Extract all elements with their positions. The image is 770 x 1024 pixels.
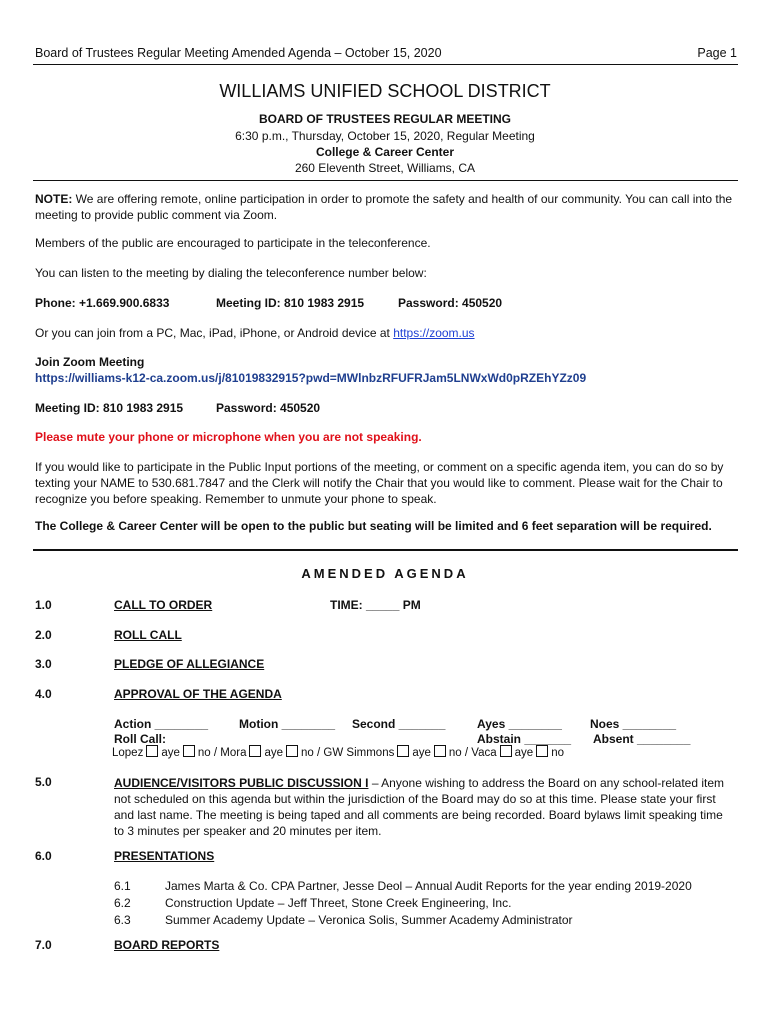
meeting-password: Password: 450520 xyxy=(398,296,503,310)
aye-label: aye xyxy=(412,747,431,759)
aye-checkbox[interactable] xyxy=(249,745,261,757)
no-label: no xyxy=(197,747,211,759)
no-label: no xyxy=(551,747,564,759)
audience-text: – Anyone wishing to address the Board on any school-related item not scheduled on this agenda but within the jurisdiction of the Board may do so at this time. Please state your first and last name. The meeting is being taped and all comments are being recorded. Board bylaws limit speaking time to 3 minutes per speaker and 20 minutes per item. xyxy=(114,776,725,838)
zoom-link[interactable]: https://zoom.us xyxy=(393,326,475,340)
list-text: James Marta & Co. CPA Partner, Jesse Deol – Annual Audit Reports for the year ending 2019-2020 xyxy=(165,879,692,893)
member-votes: Lopez aye no / Mora aye no / GW Simmons aye no / Vaca aye no xyxy=(112,747,564,759)
item-audience-discussion xyxy=(114,775,736,839)
no-checkbox[interactable] xyxy=(286,745,298,757)
member-name: GW Simmons xyxy=(323,747,395,759)
listen-text: You can listen to the meeting by dialing the teleconference number below: xyxy=(35,266,427,280)
audience-label: AUDIENCE/VISITORS PUBLIC DISCUSSION I xyxy=(114,776,369,790)
aye-checkbox[interactable] xyxy=(146,745,158,757)
time-field: TIME: _____ PM xyxy=(330,598,421,612)
item-number: 4.0 xyxy=(35,687,52,701)
list-number: 6.1 xyxy=(114,879,131,893)
section-rule xyxy=(33,549,738,551)
item-approval-agenda: APPROVAL OF THE AGENDA xyxy=(114,687,282,701)
phone-number: Phone: +1.669.900.6833 xyxy=(35,296,170,310)
item-presentations: PRESENTATIONS xyxy=(114,849,215,863)
open-notice: The College & Career Center will be open to the public but seating will be limited and 6 feet separation will be required. xyxy=(35,519,712,533)
zoom-meeting-url[interactable]: https://williams-k12-ca.zoom.us/j/81019832915?pwd=MWlnbzRFUFRJam5LNWxWd0pRZEhYZz09 xyxy=(35,371,587,385)
meeting-address: 260 Eleventh Street, Williams, CA xyxy=(294,161,476,175)
list-item xyxy=(114,895,692,912)
aye-checkbox[interactable] xyxy=(500,745,512,757)
item-pledge: PLEDGE OF ALLEGIANCE xyxy=(114,657,265,671)
meeting-time: 6:30 p.m., Thursday, October 15, 2020, Regular Meeting xyxy=(235,129,535,143)
no-checkbox[interactable] xyxy=(183,745,195,757)
vote-motion: Motion ________ xyxy=(239,717,336,731)
zoom-password: Password: 450520 xyxy=(216,401,321,415)
member-name: Vaca xyxy=(471,747,497,759)
list-text: Construction Update – Jeff Threet, Stone Creek Engineering, Inc. xyxy=(165,896,512,910)
item-number: 2.0 xyxy=(35,628,52,642)
list-text: Summer Academy Update – Veronica Solis, Summer Academy Administrator xyxy=(165,913,573,927)
aye-label: aye xyxy=(264,747,284,759)
aye-checkbox[interactable] xyxy=(397,745,409,757)
vote-ayes: Ayes ________ xyxy=(477,717,562,731)
public-input-text: If you would like to participate in the Public Input portions of the meeting, or comment on a specific agenda item, you can do so by texting your NAME to 530.681.7847 and the Clerk will notify the Chair that you would like to comment. Please wait for the Chair to recognize you before speaking. Remember to unmute your phone to speak. xyxy=(35,460,724,506)
item-number: 6.0 xyxy=(35,849,52,863)
item-call-to-order: CALL TO ORDER xyxy=(114,598,213,612)
no-checkbox[interactable] xyxy=(536,745,548,757)
item-number: 5.0 xyxy=(35,775,52,789)
vote-action: Action ________ xyxy=(114,717,209,731)
vote-abstain: Abstain _______ xyxy=(477,732,572,746)
no-checkbox[interactable] xyxy=(434,745,446,757)
list-item xyxy=(114,878,692,895)
item-roll-call: ROLL CALL xyxy=(114,628,182,642)
list-number: 6.2 xyxy=(114,896,131,910)
list-item xyxy=(114,912,692,929)
page-header xyxy=(35,46,737,60)
item-number: 1.0 xyxy=(35,598,52,612)
vote-absent: Absent ________ xyxy=(593,732,691,746)
title-rule xyxy=(33,180,738,181)
join-zoom-label: Join Zoom Meeting xyxy=(35,355,145,369)
encourage-text: Members of the public are encouraged to participate in the teleconference. xyxy=(35,236,431,250)
meeting-venue: College & Career Center xyxy=(315,145,455,159)
vote-noes: Noes ________ xyxy=(590,717,677,731)
meeting-title: BOARD OF TRUSTEES REGULAR MEETING xyxy=(258,112,511,126)
vote-roll-call: Roll Call: xyxy=(114,732,167,746)
join-text: Or you can join from a PC, Mac, iPad, iPhone, or Android device at xyxy=(35,326,394,340)
header-title: Board of Trustees Regular Meeting Amended Agenda – October 15, 2020 xyxy=(35,46,442,60)
agenda-title: AMENDED AGENDA xyxy=(301,566,469,581)
meeting-id: Meeting ID: 810 1983 2915 xyxy=(216,296,365,310)
member-name: Lopez xyxy=(112,747,144,759)
note-label: NOTE: xyxy=(35,192,73,206)
item-number: 7.0 xyxy=(35,938,52,952)
note-paragraph xyxy=(35,191,735,223)
list-number: 6.3 xyxy=(114,913,131,927)
mute-notice: Please mute your phone or microphone when you are not speaking. xyxy=(35,430,422,444)
page-number: Page 1 xyxy=(697,46,737,60)
header-rule xyxy=(33,64,738,65)
join-paragraph xyxy=(35,325,735,341)
vote-second: Second _______ xyxy=(352,717,446,731)
item-board-reports: BOARD REPORTS xyxy=(114,938,220,952)
note-text: We are offering remote, online participation in order to promote the safety and health of our community. You can call into the meeting to provide public comment via Zoom. xyxy=(35,192,733,222)
presentation-list xyxy=(114,878,692,929)
aye-label: aye xyxy=(161,747,180,759)
aye-label: aye xyxy=(514,747,534,759)
district-title: WILLIAMS UNIFIED SCHOOL DISTRICT xyxy=(219,81,551,101)
no-label: no xyxy=(448,747,462,759)
no-label: no xyxy=(301,747,314,759)
zoom-meeting-id: Meeting ID: 810 1983 2915 xyxy=(35,401,184,415)
member-name: Mora xyxy=(220,747,247,759)
item-number: 3.0 xyxy=(35,657,52,671)
